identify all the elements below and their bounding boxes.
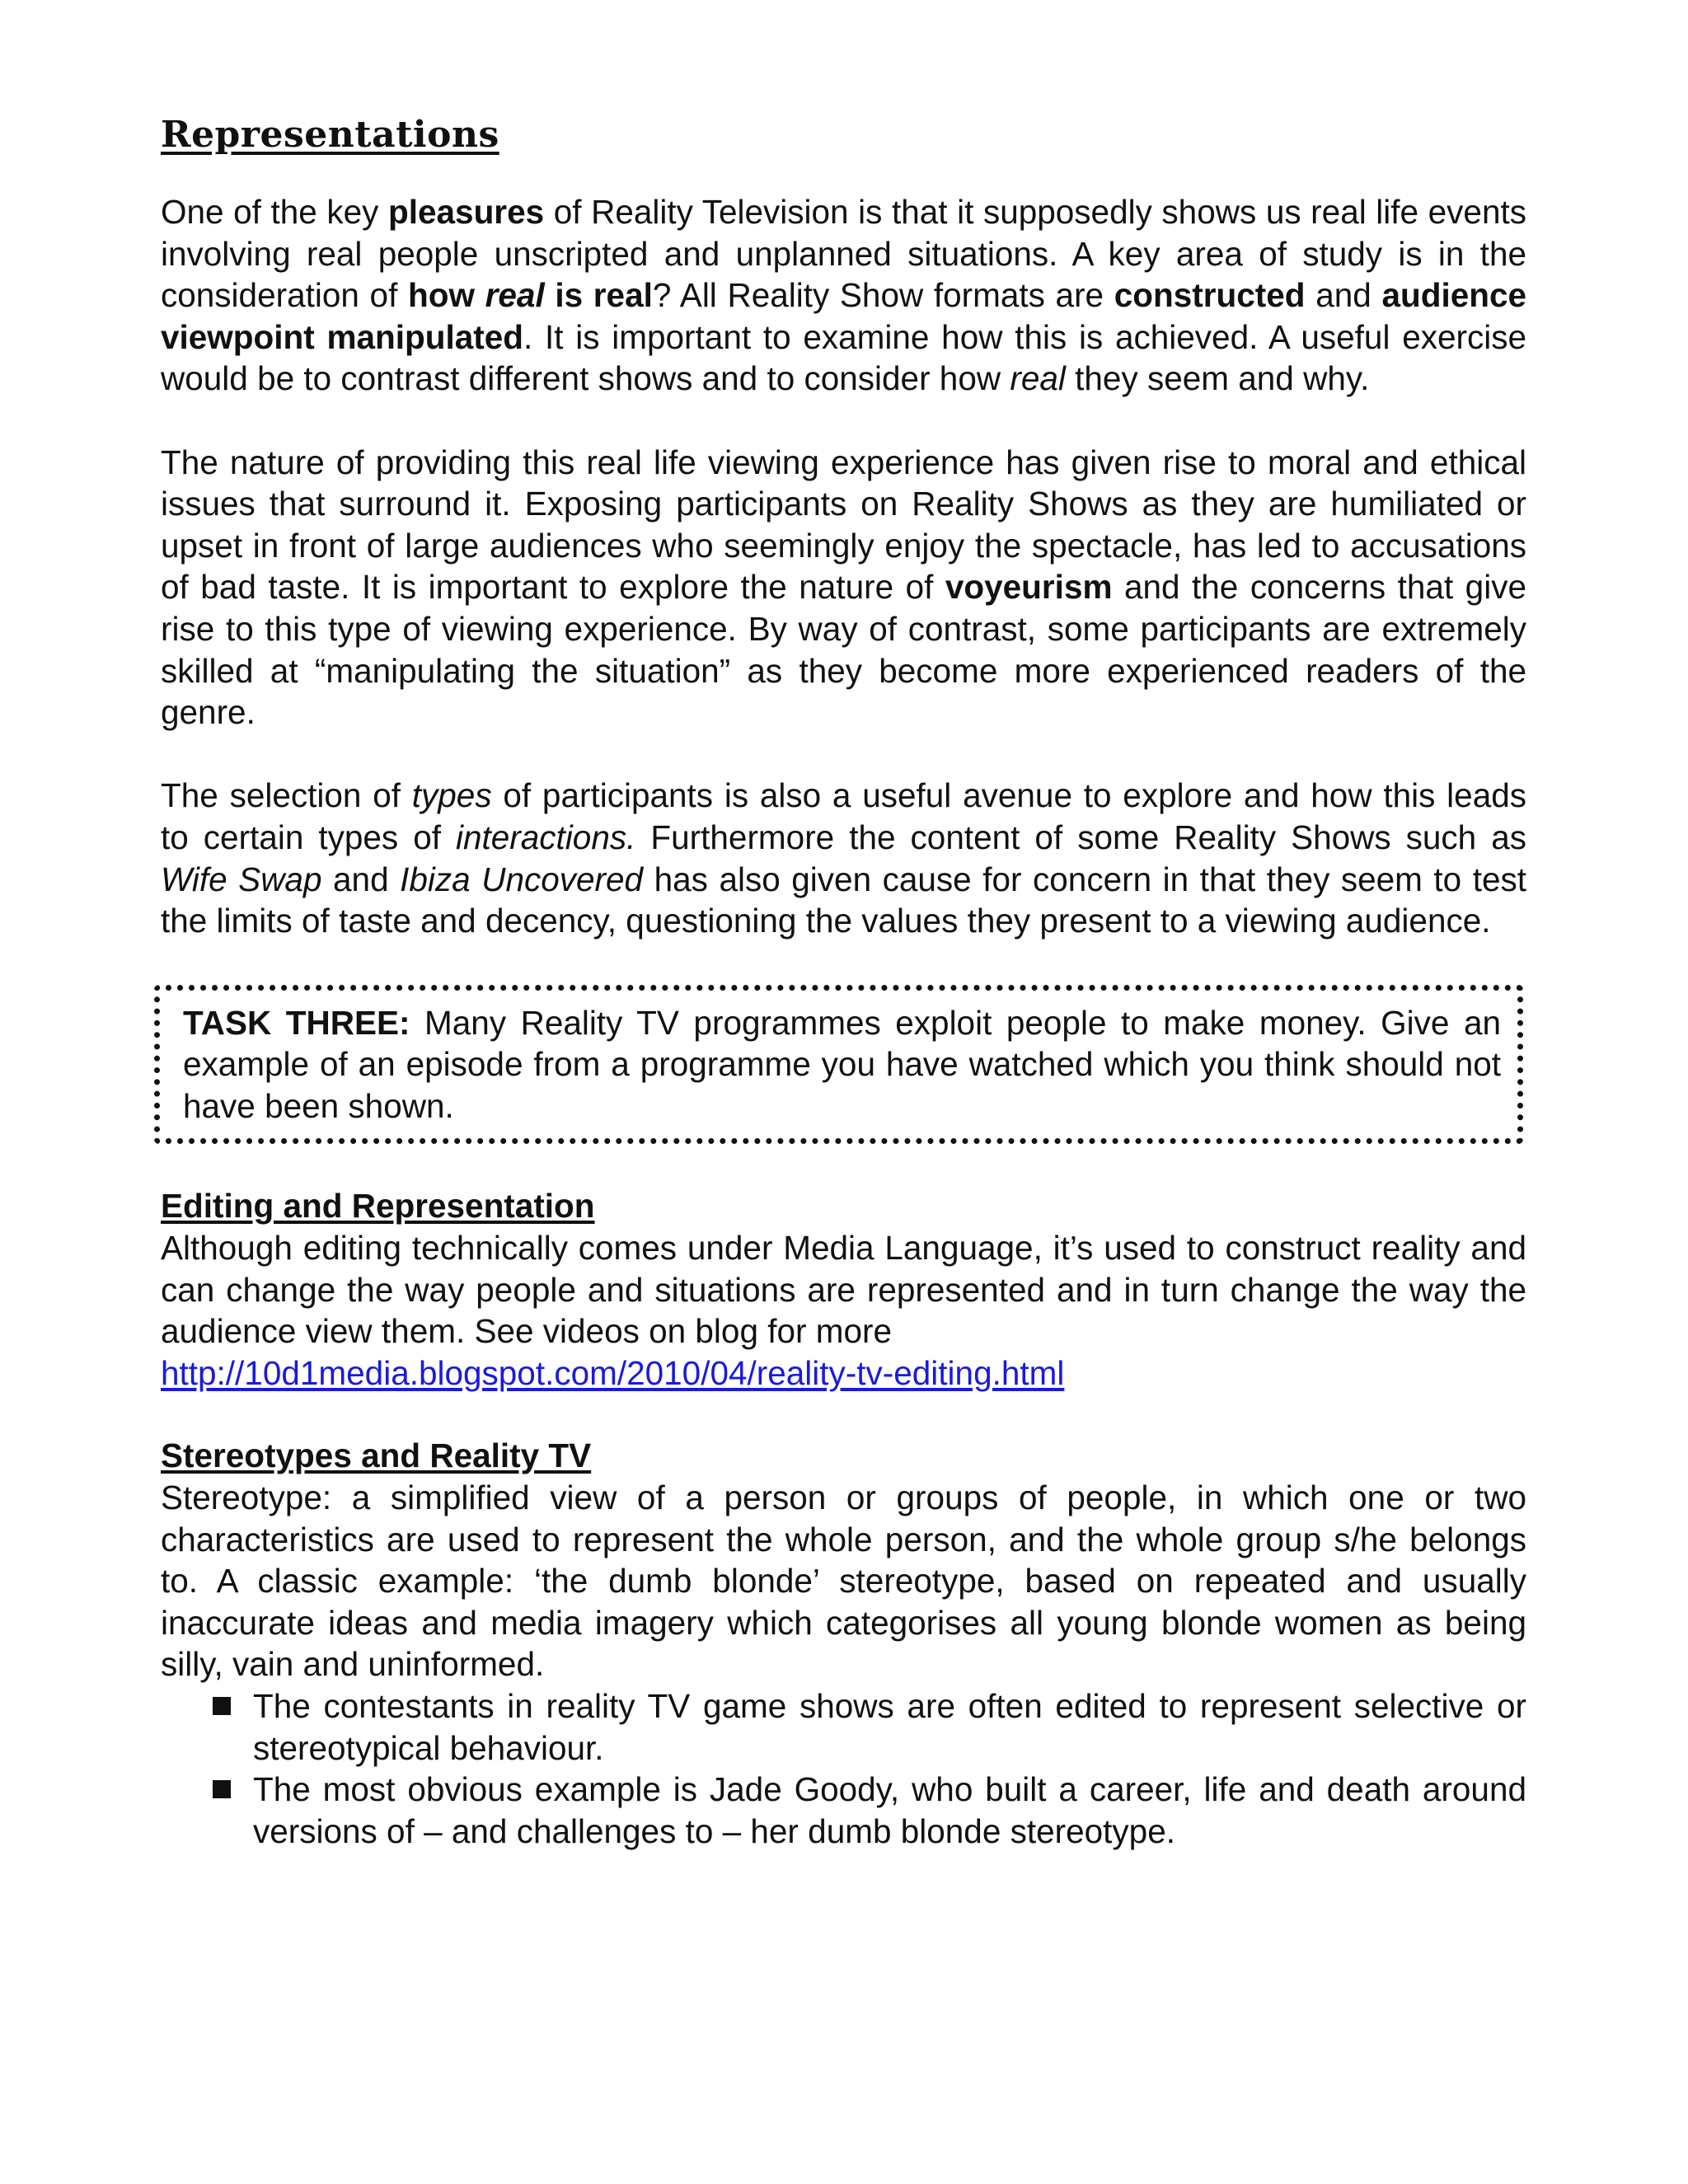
stereotypes-heading: Stereotypes and Reality TV <box>161 1436 592 1475</box>
document-page <box>161 109 1526 1852</box>
editing-heading: Editing and Representation <box>161 1187 595 1226</box>
square-bullet-icon <box>213 1780 231 1798</box>
paragraph-types: The selection of types of participants is also a useful avenue to explore and how this leads to certain types of interactions. Furthermore the content of some Reality Shows such as Wife Swap and Ibiza Uncovered has also given cause for concern in that they seem to test the limits of taste and decency, questioning the values they present to a viewing audience. <box>161 776 1527 940</box>
paragraph-ethics: The nature of providing this real life viewing experience has given rise to moral and ethical issues that surround it. Exposing participants on Reality Shows as they are humiliated or upset in front of large audiences who seemingly enjoy the spectacle, has led to accusations of bad taste. It is important to explore the nature of voyeurism and the concerns that give rise to this type of viewing experience. By way of contrast, some participants are extremely skilled at “manipulating the situation” as they become more experienced readers of the genre. <box>161 443 1526 732</box>
list-item: The contestants in reality TV game shows are often edited to represent selective or stereotypical behaviour. <box>161 1685 1526 1769</box>
task-label: TASK THREE: <box>183 1003 410 1042</box>
editing-paragraph: Although editing technically comes under Media Language, it’s used to construct reality and can change the way people and situations are represented and in turn change the way the audience view them. See videos on blog for more http://10d1media.blogspot.com/2010/04/reality-tv-editing.html <box>161 1229 1526 1392</box>
list-item: The most obvious example is Jade Goody, who built a career, life and death around versions of – and challenges to – her dumb blonde stereotype. <box>161 1769 1526 1852</box>
task-text: Many Reality TV programmes exploit people to make money. Give an example of an episode from a programme you have watched which you think should not have been shown. <box>183 1003 1501 1125</box>
paragraph-pleasures: One of the key pleasures of Reality Television is that it supposedly shows us real life events involving real people unscripted and unplanned situations. A key area of study is in the consideration of how real is real? All Reality Show formats are constructed and audience viewpoint manipulated. It is important to examine how this is achieved. A useful exercise would be to contrast different shows and to consider how real they seem and why. <box>161 193 1527 398</box>
page-title: Representations <box>161 114 499 156</box>
stereotypes-paragraph: Stereotype: a simplified view of a person or groups of people, in which one or two characteristics are used to represent the whole person, and the whole group s/he belongs to. A classic example: ‘the dumb blonde’ stereotype, based on repeated and usually inaccurate ideas and media imagery which categorises all young blonde women as being silly, vain and uninformed. <box>161 1479 1526 1684</box>
stereotypes-list <box>161 1685 1526 1852</box>
task-three-box <box>154 985 1523 1145</box>
square-bullet-icon <box>213 1697 231 1715</box>
blog-link[interactable]: http://10d1media.blogspot.com/2010/04/reality-tv-editing.html <box>161 1353 1065 1392</box>
